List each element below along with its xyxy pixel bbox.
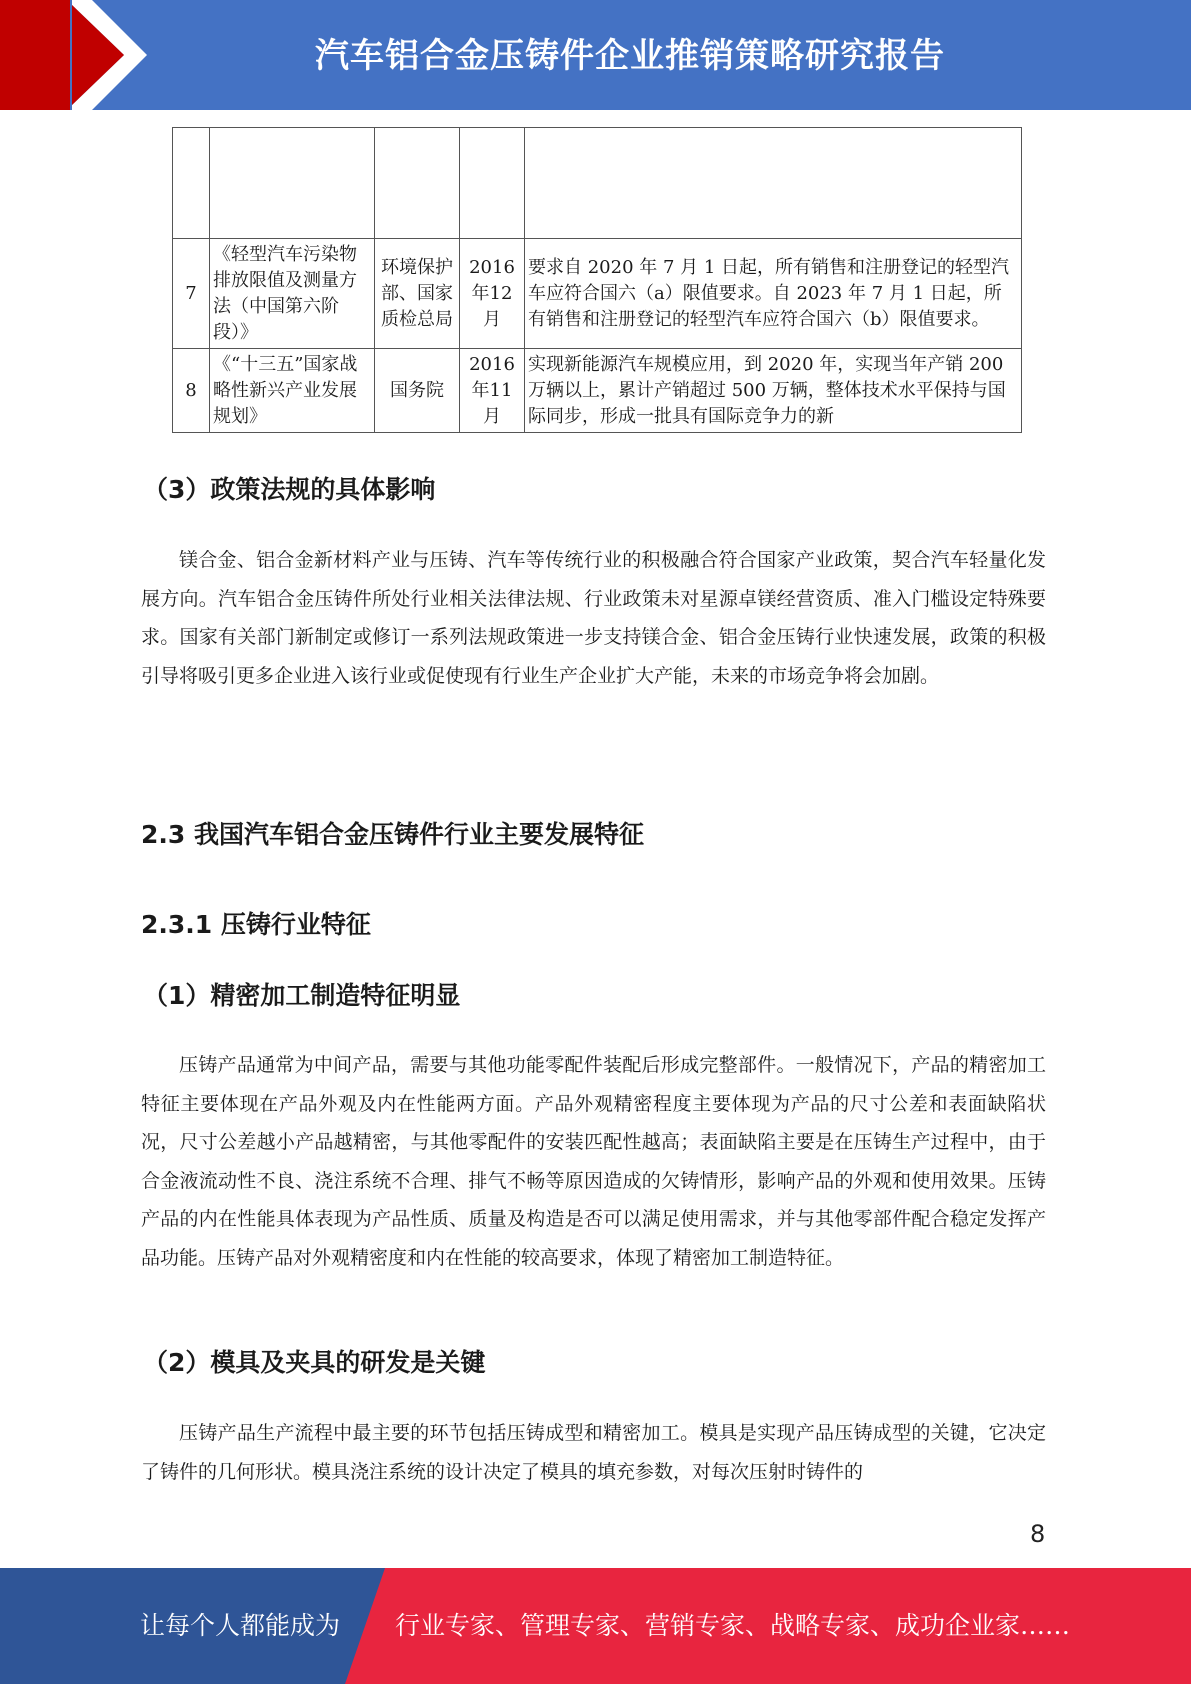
header-red-block xyxy=(0,0,70,110)
table-row xyxy=(173,239,1022,349)
page-footer xyxy=(0,1568,1191,1684)
issue-date: 2016年12月 xyxy=(460,239,525,349)
page-header xyxy=(0,0,1191,110)
issuing-body: 国务院 xyxy=(375,349,460,433)
policy-content: 要求自 2020 年 7 月 1 日起，所有销售和注册登记的轻型汽车应符合国六（a）限值要求。自 2023 年 7 月 1 日起，所有销售和注册登记的轻型汽车应符合国六（b）限值要求。 xyxy=(525,239,1022,349)
policy-content: 实现新能源汽车规模应用，到 2020 年，实现当年产销 200 万辆以上，累计产销超过 500 万辆，整体技术水平保持与国际同步，形成一批具有国际竞争力的新 xyxy=(525,349,1022,433)
sub-heading: （2）模具及夹具的研发是关键 xyxy=(143,1348,486,1377)
table-cell xyxy=(460,128,525,239)
section-heading: 2.3 我国汽车铝合金压铸件行业主要发展特征 xyxy=(141,820,644,849)
policy-name: 《轻型汽车污染物排放限值及测量方法（中国第六阶段）》 xyxy=(210,239,375,349)
table-cell xyxy=(173,128,210,239)
footer-slogan-right: 行业专家、管理专家、营销专家、战略专家、成功企业家…… xyxy=(395,1611,1071,1640)
footer-slogan-left: 让每个人都能成为 xyxy=(140,1611,341,1640)
issue-date: 2016年11月 xyxy=(460,349,525,433)
paragraph: 压铸产品生产流程中最主要的环节包括压铸成型和精密加工。模具是实现产品压铸成型的关键，它决定了铸件的几何形状。模具浇注系统的设计决定了模具的填充参数，对每次压射时铸件的 xyxy=(141,1422,1046,1483)
table-cell xyxy=(375,128,460,239)
table-row xyxy=(173,128,1022,239)
header-title: 汽车铝合金压铸件企业推销策略研究报告 xyxy=(315,36,945,76)
section-heading: （3）政策法规的具体影响 xyxy=(143,475,436,504)
page-number: 8 xyxy=(1030,1520,1046,1548)
section-heading: 2.3.1 压铸行业特征 xyxy=(141,910,371,939)
paragraph: 压铸产品通常为中间产品，需要与其他功能零配件装配后形成完整部件。一般情况下，产品的精密加工特征主要体现在产品外观及内在性能两方面。产品外观精密程度主要体现为产品的尺寸公差和表面缺陷状况，尺寸公差越小产品越精密，与其他零配件的安装匹配性越高；表面缺陷主要是在压铸生产过程中，由于合金液流动性不良、浇注系统不合理、排气不畅等原因造成的欠铸情形，影响产品的外观和使用效果。压铸产品的内在性能具体表现为产品性质、质量及构造是否可以满足使用需求，并与其他零部件配合稳定发挥产品功能。压铸产品对外观精密度和内在性能的较高要求，体现了精密加工制造特征。 xyxy=(141,1054,1046,1269)
table-row xyxy=(173,349,1022,433)
row-number: 8 xyxy=(173,349,210,433)
paragraph: 镁合金、铝合金新材料产业与压铸、汽车等传统行业的积极融合符合国家产业政策，契合汽车轻量化发展方向。汽车铝合金压铸件所处行业相关法律法规、行业政策未对星源卓镁经营资质、准入门槛设定特殊要求。国家有关部门新制定或修订一系列法规政策进一步支持镁合金、铝合金压铸行业快速发展，政策的积极引导将吸引更多企业进入该行业或促使现有行业生产企业扩大产能，未来的市场竞争将会加剧。 xyxy=(141,549,1046,687)
table-cell xyxy=(525,128,1022,239)
policy-table xyxy=(172,127,1022,433)
table-cell xyxy=(210,128,375,239)
row-number: 7 xyxy=(173,239,210,349)
header-arrow-decoration xyxy=(72,0,152,110)
issuing-body: 环境保护部、国家质检总局 xyxy=(375,239,460,349)
sub-heading: （1）精密加工制造特征明显 xyxy=(143,981,461,1010)
policy-name: 《“十三五”国家战略性新兴产业发展规划》 xyxy=(210,349,375,433)
